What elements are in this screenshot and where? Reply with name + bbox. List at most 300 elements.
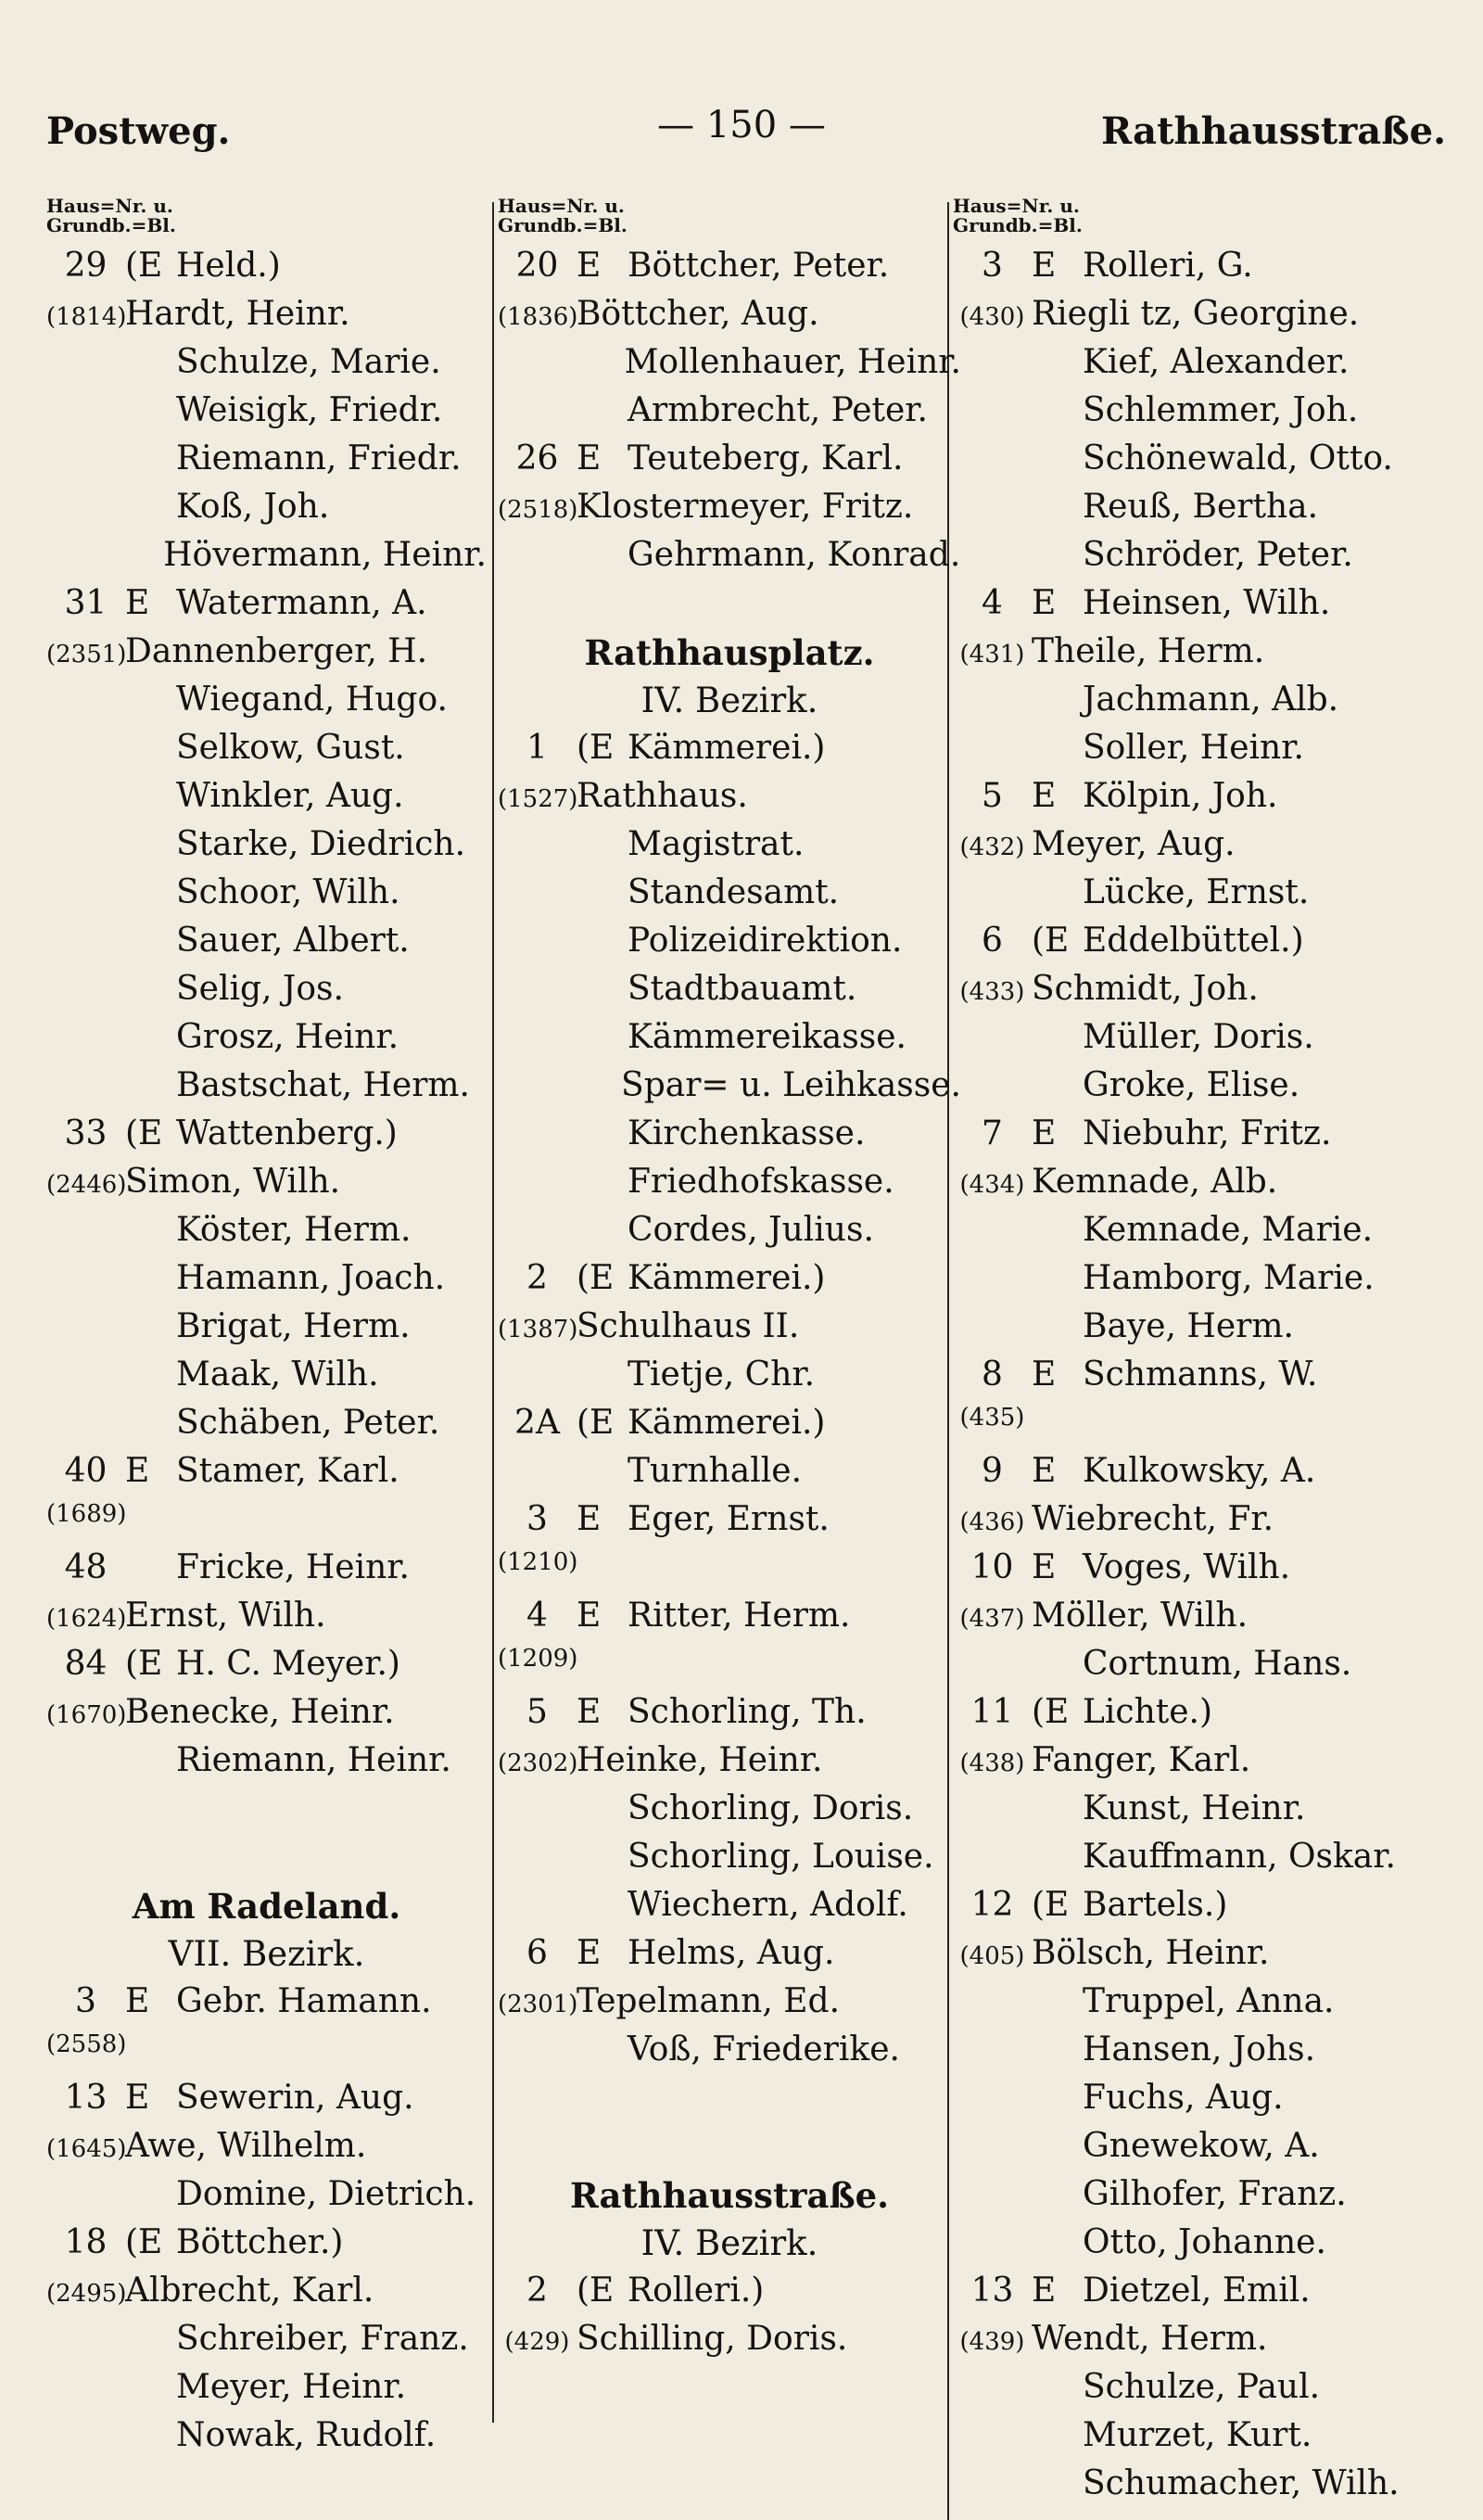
running-head-left: Postweg. [46, 109, 231, 153]
resident-name: Schulhaus II. [577, 1307, 800, 1345]
entry-row [498, 1500, 961, 1548]
resident-name: Kulkowsky, A. [1083, 1452, 1316, 1490]
resident-name: Schulze, Paul. [1083, 2368, 1321, 2406]
entry-row [953, 536, 1453, 584]
register-number: (2351) [46, 641, 127, 668]
entry-row [498, 2320, 961, 2368]
resident-name: H. C. Meyer.) [176, 1645, 400, 1683]
house-number: 4 [982, 584, 1003, 622]
house-number: 29 [64, 247, 108, 285]
register-number: (433) [959, 978, 1025, 1006]
entry-row [953, 1838, 1453, 1886]
entry-row [46, 2127, 487, 2175]
entry-row [953, 2223, 1453, 2272]
entry-row [498, 1741, 961, 1789]
owner-mark: (E [1032, 1886, 1070, 1924]
entry-row [46, 1548, 487, 1597]
entry-row [953, 922, 1453, 970]
entry-row [498, 1307, 961, 1355]
resident-name: Voß, Friederike. [627, 2030, 900, 2068]
column-rule [492, 202, 494, 2423]
resident-name: Fricke, Heinr. [176, 1548, 410, 1586]
entry-row [46, 1211, 487, 1259]
resident-name: Heinsen, Wilh. [1083, 584, 1331, 622]
entry-row [46, 1693, 487, 1741]
entry-row [953, 1645, 1453, 1693]
entry-row [498, 1982, 961, 2030]
entry-row [498, 1066, 961, 1114]
register-number: (2446) [46, 1171, 127, 1199]
register-number: (1836) [498, 303, 578, 331]
owner-mark: (E [577, 729, 615, 767]
resident-name: Hansen, Johs. [1083, 2030, 1316, 2068]
caption-line: Grundb.=Bl. [953, 214, 1083, 236]
entry-row [498, 1693, 961, 1741]
street-heading: Am Radeland. [132, 1886, 401, 1927]
entry-row [46, 681, 487, 729]
resident-name: Dannenberger, H. [125, 632, 428, 670]
resident-name: Awe, Wilhelm. [125, 2127, 367, 2165]
resident-name: Cordes, Julius. [627, 1211, 874, 1249]
resident-name: Teuteberg, Karl. [627, 439, 904, 477]
resident-name: Köster, Herm. [176, 1211, 412, 1249]
entry-row [953, 825, 1453, 873]
entry-row [46, 1645, 487, 1693]
resident-name: Tietje, Chr. [627, 1355, 816, 1394]
resident-name: Rolleri, G. [1083, 247, 1253, 285]
entry-row [953, 2175, 1453, 2223]
entry-row [498, 1597, 961, 1645]
resident-name: Fanger, Karl. [1032, 1741, 1251, 1779]
house-number: 18 [64, 2223, 108, 2261]
entry-row [953, 1018, 1453, 1066]
register-number: (1689) [46, 1500, 127, 1528]
caption-line: Grundb.=Bl. [46, 214, 176, 236]
entry-row [498, 1404, 961, 1452]
resident-name: Eger, Ernst. [627, 1500, 830, 1538]
house-number: 13 [970, 2272, 1014, 2310]
owner-mark: E [1032, 1355, 1057, 1394]
owner-mark: (E [1032, 1693, 1070, 1731]
entry-row [953, 2127, 1453, 2175]
resident-name: Stamer, Karl. [176, 1452, 399, 1490]
entry-row [46, 1307, 487, 1355]
resident-name: Gebr. Hamann. [176, 1982, 432, 2020]
column-caption [498, 197, 961, 235]
entry-row [46, 1018, 487, 1066]
house-number: 6 [982, 922, 1003, 960]
house-number: 2 [526, 2272, 548, 2310]
column-1 [46, 197, 487, 2464]
owner-mark: (E [125, 1645, 163, 1683]
column-caption [953, 197, 1453, 235]
entry-row [498, 970, 961, 1018]
caption-line: Grundb.=Bl. [498, 214, 627, 236]
resident-name: Reuß, Bertha. [1083, 488, 1319, 526]
house-number: 4 [526, 1597, 548, 1635]
owner-mark: E [577, 1597, 602, 1635]
entry-row [46, 1404, 487, 1452]
register-number: (436) [959, 1508, 1025, 1536]
resident-name: Albrecht, Karl. [125, 2272, 374, 2310]
owner-mark: E [577, 1500, 602, 1538]
register-number: (2301) [498, 1991, 578, 2018]
resident-name: Mollenhauer, Heinr. [624, 343, 961, 381]
owner-mark: (E [577, 1404, 615, 1442]
entry-row [498, 1163, 961, 1211]
resident-name: Schilling, Doris. [577, 2320, 848, 2358]
house-number: 5 [526, 1693, 548, 1731]
entry-row [46, 777, 487, 825]
resident-name: Schorling, Louise. [627, 1838, 934, 1876]
resident-name: Kemnade, Alb. [1032, 1163, 1278, 1201]
resident-name: Meyer, Aug. [1032, 825, 1236, 863]
resident-name: Riegli tz, Georgine. [1032, 295, 1360, 333]
entry-row [46, 1355, 487, 1404]
entry-row [953, 1934, 1453, 1982]
resident-name: Nowak, Rudolf. [176, 2416, 437, 2454]
entry-row [953, 439, 1453, 488]
resident-name: Kirchenkasse. [627, 1114, 866, 1152]
entry-row [953, 1114, 1453, 1163]
resident-name: Schäben, Peter. [176, 1404, 440, 1442]
resident-name: Watermann, A. [176, 584, 427, 622]
entry-row [46, 1163, 487, 1211]
resident-name: Möller, Wilh. [1032, 1597, 1249, 1635]
resident-name: Stadtbauamt. [627, 970, 857, 1008]
resident-name: Murzet, Kurt. [1083, 2416, 1312, 2454]
entry-row [953, 1982, 1453, 2030]
resident-name: Riemann, Friedr. [176, 439, 462, 477]
house-number: 7 [982, 1114, 1003, 1152]
resident-name: Schulze, Marie. [176, 343, 441, 381]
house-number: 3 [526, 1500, 548, 1538]
resident-name: Sauer, Albert. [176, 922, 410, 960]
entry-row [953, 2320, 1453, 2368]
resident-name: Wendt, Herm. [1032, 2320, 1268, 2358]
resident-name: Kemnade, Marie. [1083, 1211, 1374, 1249]
entry-row [46, 1500, 487, 1548]
entry-row [46, 295, 487, 343]
register-number: (438) [959, 1750, 1025, 1777]
entry-row [46, 1741, 487, 1789]
resident-name: Gehrmann, Konrad. [627, 536, 961, 574]
house-number: 3 [75, 1982, 96, 2020]
entry-row [46, 536, 487, 584]
entry-row [498, 1452, 961, 1500]
entry-row [46, 632, 487, 681]
resident-name: Schoor, Wilh. [176, 873, 400, 911]
house-number: 5 [982, 777, 1003, 815]
resident-name: Cortnum, Hans. [1083, 1645, 1352, 1683]
resident-name: Kölpin, Joh. [1083, 777, 1278, 815]
entry-row [953, 1789, 1453, 1838]
entry-row [498, 873, 961, 922]
resident-name: Armbrecht, Peter. [627, 391, 928, 429]
house-number: 6 [526, 1934, 548, 1972]
owner-mark: E [1032, 584, 1057, 622]
owner-mark: E [577, 1693, 602, 1731]
owner-mark: (E [577, 1259, 615, 1297]
caption-line: Haus=Nr. u. [953, 195, 1080, 217]
resident-name: Böttcher.) [176, 2223, 344, 2261]
owner-mark: E [125, 2079, 150, 2117]
entry-row [953, 2416, 1453, 2464]
resident-name: Turnhalle. [627, 1452, 803, 1490]
resident-name: Held.) [176, 247, 281, 285]
register-number: (1624) [46, 1605, 127, 1633]
house-number: 13 [64, 2079, 108, 2117]
resident-name: Groke, Elise. [1083, 1066, 1300, 1104]
entry-row [498, 922, 961, 970]
owner-mark: (E [1032, 922, 1070, 960]
resident-name: Selkow, Gust. [176, 729, 405, 767]
house-number: 33 [64, 1114, 108, 1152]
register-number: (2558) [46, 2030, 127, 2058]
resident-name: Böttcher, Aug. [577, 295, 819, 333]
entry-row [953, 1259, 1453, 1307]
register-number: (2518) [498, 496, 578, 524]
entry-row [498, 1211, 961, 1259]
entry-row [953, 729, 1453, 777]
resident-name: Klostermeyer, Fritz. [577, 488, 914, 526]
resident-name: Hamann, Joach. [176, 1259, 446, 1297]
district-heading: IV. Bezirk. [640, 681, 818, 720]
resident-name: Fuchs, Aug. [1083, 2079, 1284, 2117]
house-number: 3 [982, 247, 1003, 285]
entry-row [46, 391, 487, 439]
entry-row [953, 1886, 1453, 1934]
page-number: — 150 — [657, 104, 826, 146]
entry-row [46, 1066, 487, 1114]
register-number: (432) [959, 834, 1025, 861]
resident-name: Grosz, Heinr. [176, 1018, 399, 1056]
entry-row [46, 2079, 487, 2127]
entry-row [498, 2030, 961, 2079]
register-number: (435) [959, 1404, 1025, 1432]
entry-row [953, 1355, 1453, 1404]
resident-name: Rathhaus. [577, 777, 748, 815]
resident-name: Maak, Wilh. [176, 1355, 379, 1394]
resident-name: Eddelbüttel.) [1083, 922, 1304, 960]
resident-name: Kämmerei.) [627, 1259, 826, 1297]
entry-row [498, 1355, 961, 1404]
resident-name: Kief, Alexander. [1083, 343, 1350, 381]
house-number: 8 [982, 1355, 1003, 1394]
entry-row [953, 777, 1453, 825]
entry-row [498, 343, 961, 391]
entry-row [953, 488, 1453, 536]
resident-name: Selig, Jos. [176, 970, 344, 1008]
entry-row [498, 1838, 961, 1886]
entry-row [46, 825, 487, 873]
entry-row [498, 1018, 961, 1066]
resident-name: Polizeidirektion. [627, 922, 903, 960]
entry-row [953, 2464, 1453, 2513]
owner-mark: E [1032, 1548, 1057, 1586]
resident-name: Simon, Wilh. [125, 1163, 341, 1201]
resident-name: Kauffmann, Oskar. [1083, 1838, 1396, 1876]
resident-name: Dietzel, Emil. [1083, 2272, 1311, 2310]
entry-row [46, 2175, 487, 2223]
entry-row [498, 729, 961, 777]
resident-name: Wiebrecht, Fr. [1032, 1500, 1274, 1538]
house-number: 40 [64, 1452, 108, 1490]
resident-name: Schumacher, Wilh. [1083, 2464, 1400, 2502]
entry-row [46, 343, 487, 391]
register-number: (431) [959, 641, 1025, 668]
resident-name: Böttcher, Peter. [627, 247, 890, 285]
resident-name: Weisigk, Friedr. [176, 391, 443, 429]
owner-mark: E [125, 1452, 150, 1490]
entry-row [46, 922, 487, 970]
resident-name: Otto, Johanne. [1083, 2223, 1326, 2261]
street-heading: Rathhausplatz. [584, 632, 875, 673]
resident-name: Schmidt, Joh. [1032, 970, 1259, 1008]
register-number: (1210) [498, 1548, 578, 1576]
owner-mark: E [1032, 2272, 1057, 2310]
house-number: 9 [982, 1452, 1003, 1490]
spacer [498, 2079, 961, 2175]
resident-name: Starke, Diedrich. [176, 825, 466, 863]
resident-name: Hövermann, Heinr. [163, 536, 487, 574]
entry-row [953, 1211, 1453, 1259]
entry-row [953, 1548, 1453, 1597]
entry-row [953, 1452, 1453, 1500]
house-number: 31 [64, 584, 108, 622]
house-number: 48 [64, 1548, 108, 1586]
register-number: (1387) [498, 1316, 578, 1343]
resident-name: Spar= u. Leihkasse. [621, 1066, 961, 1104]
entry-row [46, 2320, 487, 2368]
entry-row [498, 247, 961, 295]
entry-row [46, 2368, 487, 2416]
resident-name: Soller, Heinr. [1083, 729, 1304, 767]
resident-name: Hardt, Heinr. [125, 295, 350, 333]
resident-name: Wattenberg.) [176, 1114, 398, 1152]
register-number: (1814) [46, 303, 127, 331]
resident-name: Schorling, Doris. [627, 1789, 914, 1827]
spacer [498, 584, 961, 632]
owner-mark: E [577, 247, 602, 285]
entry-row [46, 970, 487, 1018]
entry-row [46, 2272, 487, 2320]
entry-row [498, 825, 961, 873]
resident-name: Magistrat. [627, 825, 805, 863]
district-heading: VII. Bezirk. [168, 1934, 365, 1974]
register-number: (1670) [46, 1701, 127, 1729]
entry-row [46, 2030, 487, 2079]
entry-row [953, 295, 1453, 343]
resident-name: Meyer, Heinr. [176, 2368, 407, 2406]
resident-name: Schmanns, W. [1083, 1355, 1318, 1394]
entry-row [953, 1693, 1453, 1741]
house-number: 2A [514, 1404, 560, 1442]
owner-mark: (E [577, 2272, 615, 2310]
register-number: (429) [504, 2328, 570, 2356]
resident-name: Bölsch, Heinr. [1032, 1934, 1270, 1972]
entry-row [953, 873, 1453, 922]
entry-row [46, 488, 487, 536]
resident-name: Jachmann, Alb. [1083, 681, 1339, 719]
entry-row [953, 247, 1453, 295]
register-number: (430) [959, 303, 1025, 331]
resident-name: Lichte.) [1083, 1693, 1213, 1731]
resident-name: Brigat, Herm. [176, 1307, 411, 1345]
resident-name: Standesamt. [627, 873, 840, 911]
register-number: (405) [959, 1942, 1025, 1970]
register-number: (439) [959, 2328, 1025, 2356]
entry-row [953, 970, 1453, 1018]
resident-name: Tepelmann, Ed. [577, 1982, 841, 2020]
owner-mark: (E [125, 1114, 163, 1152]
resident-name: Kämmereikasse. [627, 1018, 906, 1056]
caption-line: Haus=Nr. u. [498, 195, 625, 217]
register-number: (1209) [498, 1645, 578, 1673]
entry-row [46, 873, 487, 922]
resident-name: Ernst, Wilh. [125, 1597, 326, 1635]
owner-mark: E [1032, 1114, 1057, 1152]
owner-mark: (E [125, 2223, 163, 2261]
resident-name: Gnewekow, A. [1083, 2127, 1320, 2165]
entry-row [953, 1404, 1453, 1452]
entry-row [953, 2272, 1453, 2320]
running-head-right: Rathhausstraße. [1101, 109, 1446, 153]
resident-name: Wiegand, Hugo. [176, 681, 448, 719]
house-number: 26 [515, 439, 559, 477]
resident-name: Schreiber, Franz. [176, 2320, 469, 2358]
resident-name: Kämmerei.) [627, 1404, 826, 1442]
resident-name: Voges, Wilh. [1083, 1548, 1291, 1586]
owner-mark: E [577, 439, 602, 477]
entry-row [498, 1114, 961, 1163]
entry-row [46, 1452, 487, 1500]
entry-row [953, 1163, 1453, 1211]
resident-name: Baye, Herm. [1083, 1307, 1294, 1345]
entry-row [953, 1500, 1453, 1548]
entry-row [498, 295, 961, 343]
entry-row [46, 247, 487, 295]
owner-mark: E [1032, 777, 1057, 815]
entry-row [498, 1259, 961, 1307]
register-number: (434) [959, 1171, 1025, 1199]
resident-name: Niebuhr, Fritz. [1083, 1114, 1332, 1152]
resident-name: Koß, Joh. [176, 488, 330, 526]
resident-name: Friedhofskasse. [627, 1163, 894, 1201]
spacer [46, 1789, 487, 1886]
resident-name: Gilhofer, Franz. [1083, 2175, 1347, 2213]
resident-name: Ritter, Herm. [627, 1597, 851, 1635]
entry-row [46, 729, 487, 777]
owner-mark: E [577, 1934, 602, 1972]
owner-mark: E [1032, 1452, 1057, 1490]
entry-row [953, 391, 1453, 439]
resident-name: Schönewald, Otto. [1083, 439, 1393, 477]
entry-row [46, 1982, 487, 2030]
entry-row [953, 632, 1453, 681]
entry-row [498, 1548, 961, 1597]
register-number: (2302) [498, 1750, 578, 1777]
entry-row [953, 681, 1453, 729]
entry-row [953, 2030, 1453, 2079]
entry-row [953, 1307, 1453, 1355]
house-number: 20 [515, 247, 559, 285]
resident-name: Bastschat, Herm. [176, 1066, 470, 1104]
resident-name: Kämmerei.) [627, 729, 826, 767]
owner-mark: E [1032, 247, 1057, 285]
register-number: (1645) [46, 2135, 127, 2163]
house-number: 10 [970, 1548, 1014, 1586]
